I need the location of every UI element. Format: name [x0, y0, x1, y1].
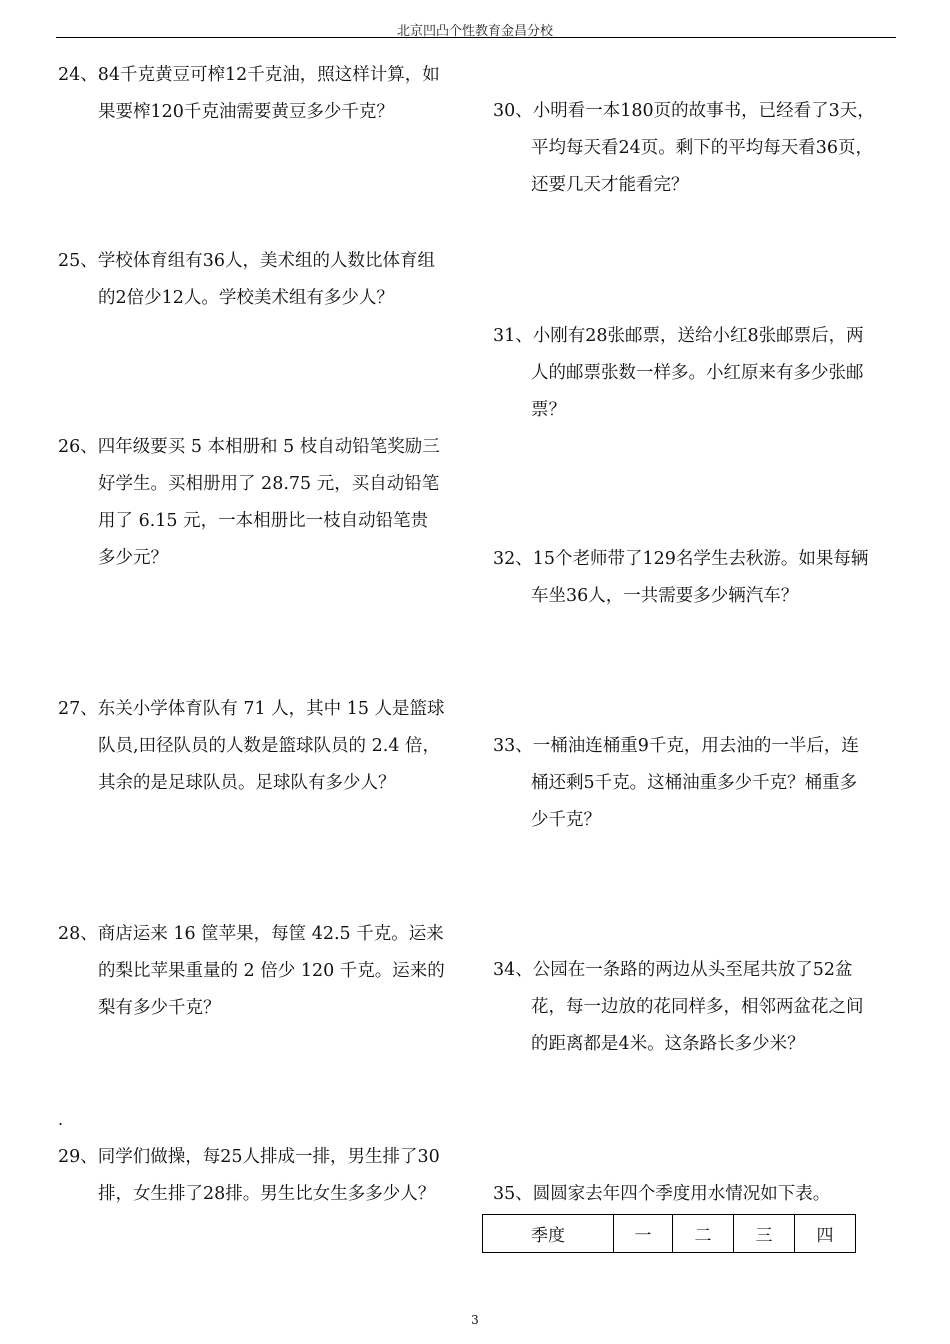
problem-line: 人的邮票张数一样多。小红原来有多少张邮: [531, 363, 864, 383]
stray-mark: .: [58, 1110, 64, 1129]
problem-line: 票？: [531, 400, 566, 420]
table-cell: 一: [614, 1215, 673, 1253]
problem-line: 果要榨120千克油需要黄豆多少千克？: [98, 102, 394, 122]
problem-line: 梨有多少千克？: [98, 998, 221, 1018]
problem-line: 好学生。买相册用了 28.75 元，买自动铅笔: [98, 474, 440, 494]
problem-line: 31、小刚有28张邮票，送给小红8张邮票后，两: [493, 326, 864, 346]
water-usage-table: [482, 1214, 856, 1253]
problem-line: 其余的是足球队员。足球队有多少人？: [98, 773, 396, 793]
problem-28: [58, 916, 445, 1027]
problem-line: 用了 6.15 元，一本相册比一枝自动铅笔贵: [98, 511, 429, 531]
problem-line: 25、学校体育组有36人，美术组的人数比体育组: [58, 251, 436, 271]
problem-line: 24、84千克黄豆可榨12千克油，照这样计算，如: [58, 65, 440, 85]
problem-line: 27、东关小学体育队有 71 人，其中 15 人是篮球: [58, 699, 445, 719]
problem-31: [493, 318, 864, 429]
problem-line: 队员,田径队员的人数是篮球队员的 2.4 倍，: [98, 736, 441, 756]
table-cell: 四: [795, 1215, 856, 1253]
table-cell: 二: [673, 1215, 734, 1253]
problem-line: 还要几天才能看完？: [531, 175, 689, 195]
problem-line: 34、公园在一条路的两边从头至尾共放了52盆: [493, 960, 853, 980]
problem-24: [58, 57, 440, 131]
table-row: [483, 1215, 856, 1253]
problem-30: [493, 93, 875, 204]
problem-line: 排，女生排了28排。男生比女生多多少人？: [98, 1184, 436, 1204]
problem-line: 30、小明看一本180页的故事书，已经看了3天，: [493, 101, 875, 121]
problem-line: 的梨比苹果重量的 2 倍少 120 千克。运来的: [98, 961, 445, 981]
problem-line: 平均每天看24页。剩下的平均每天看36页，: [531, 138, 874, 158]
problem-line: 33、一桶油连桶重9千克，用去油的一半后，连: [493, 736, 859, 756]
problem-line: 29、同学们做操，每25人排成一排，男生排了30: [58, 1147, 440, 1167]
problem-line: 少千克？: [531, 810, 601, 830]
problem-26: [58, 429, 440, 577]
problem-32: [493, 541, 868, 615]
problem-29: [58, 1139, 440, 1213]
page-header: 北京凹凸个性教育金昌分校: [396, 24, 553, 39]
problem-line: 32、15个老师带了129名学生去秋游。如果每辆: [493, 549, 869, 569]
header-divider: [56, 37, 896, 38]
problem-line: 多少元？: [98, 548, 168, 568]
problem-line: 车坐36人，一共需要多少辆汽车？: [531, 586, 799, 606]
problem-line: 的2倍少12人。学校美术组有多少人？: [98, 288, 394, 308]
problem-27: [58, 691, 445, 802]
problem-35: [493, 1176, 830, 1213]
problem-34: [493, 952, 864, 1063]
page-number: 3: [471, 1313, 479, 1327]
problem-line: 的距离都是4米。这条路长多少米？: [531, 1034, 805, 1054]
table-header-cell: 季度: [483, 1215, 614, 1253]
problem-line: 花，每一边放的花同样多，相邻两盆花之间: [531, 997, 864, 1017]
problem-33: [493, 728, 859, 839]
problem-line: 28、商店运来 16 筐苹果，每筐 42.5 千克。运来: [58, 924, 444, 944]
problem-line: 桶还剩5千克。这桶油重多少千克？桶重多: [531, 773, 858, 793]
table-cell: 三: [734, 1215, 795, 1253]
problem-line: 26、四年级要买 5 本相册和 5 枝自动铅笔奖励三: [58, 437, 440, 457]
problem-25: [58, 243, 435, 317]
problem-line: 35、圆圆家去年四个季度用水情况如下表。: [493, 1184, 831, 1204]
